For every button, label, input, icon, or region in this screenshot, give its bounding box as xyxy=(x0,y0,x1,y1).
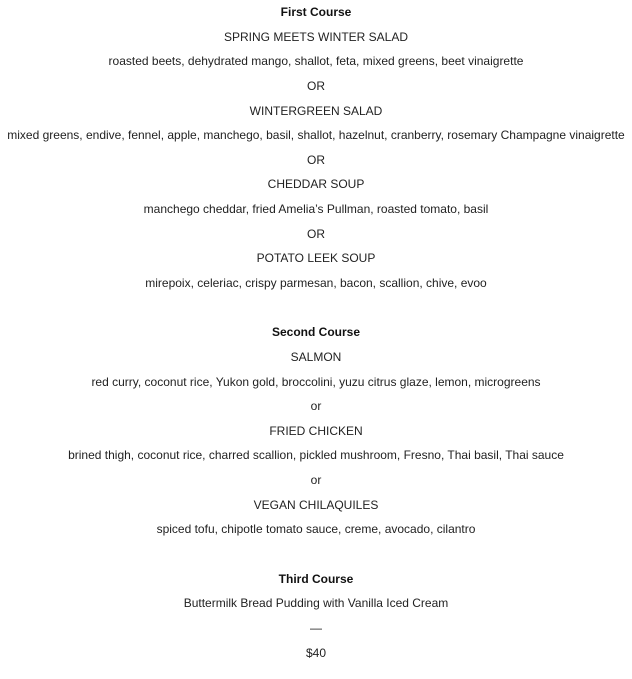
menu-item-description: red curry, coconut rice, Yukon gold, broccolini, yuzu citrus glaze, lemon, microgreens xyxy=(91,375,541,389)
menu-item-description: manchego cheddar, fried Amelia’s Pullman, roasted tomato, basil xyxy=(143,202,489,216)
or-separator: or xyxy=(310,399,322,413)
divider-dash: — xyxy=(310,621,322,635)
menu-item-name: SALMON xyxy=(290,350,342,364)
or-separator: OR xyxy=(307,153,325,167)
menu-item-description: mirepoix, celeriac, crispy parmesan, bacon, scallion, chive, evoo xyxy=(145,276,487,290)
or-separator: OR xyxy=(307,227,325,241)
first-course-heading: First Course xyxy=(280,5,352,19)
menu-item-description: mixed greens, endive, fennel, apple, manchego, basil, shallot, hazelnut, cranberry, rosemary Champagne vinaigrette xyxy=(7,128,625,142)
menu-price: $40 xyxy=(305,646,327,660)
menu-item-name: VEGAN CHILAQUILES xyxy=(253,498,379,512)
menu-item-name: SPRING MEETS WINTER SALAD xyxy=(223,30,409,44)
menu-item-name: WINTERGREEN SALAD xyxy=(249,104,383,118)
dessert-item: Buttermilk Bread Pudding with Vanilla Iced Cream xyxy=(183,596,449,610)
menu-item-description: spiced tofu, chipotle tomato sauce, creme, avocado, cilantro xyxy=(156,522,476,536)
or-separator: or xyxy=(310,473,322,487)
second-course-heading: Second Course xyxy=(271,325,361,339)
menu-item-name: CHEDDAR SOUP xyxy=(267,177,365,191)
menu-item-name: FRIED CHICKEN xyxy=(269,424,363,438)
menu-item-name: POTATO LEEK SOUP xyxy=(256,251,376,265)
menu-item-description: brined thigh, coconut rice, charred scallion, pickled mushroom, Fresno, Thai basil, Thai sauce xyxy=(68,448,564,462)
or-separator: OR xyxy=(307,79,325,93)
menu-item-description: roasted beets, dehydrated mango, shallot, feta, mixed greens, beet vinaigrette xyxy=(108,54,524,68)
third-course-heading: Third Course xyxy=(278,572,354,586)
